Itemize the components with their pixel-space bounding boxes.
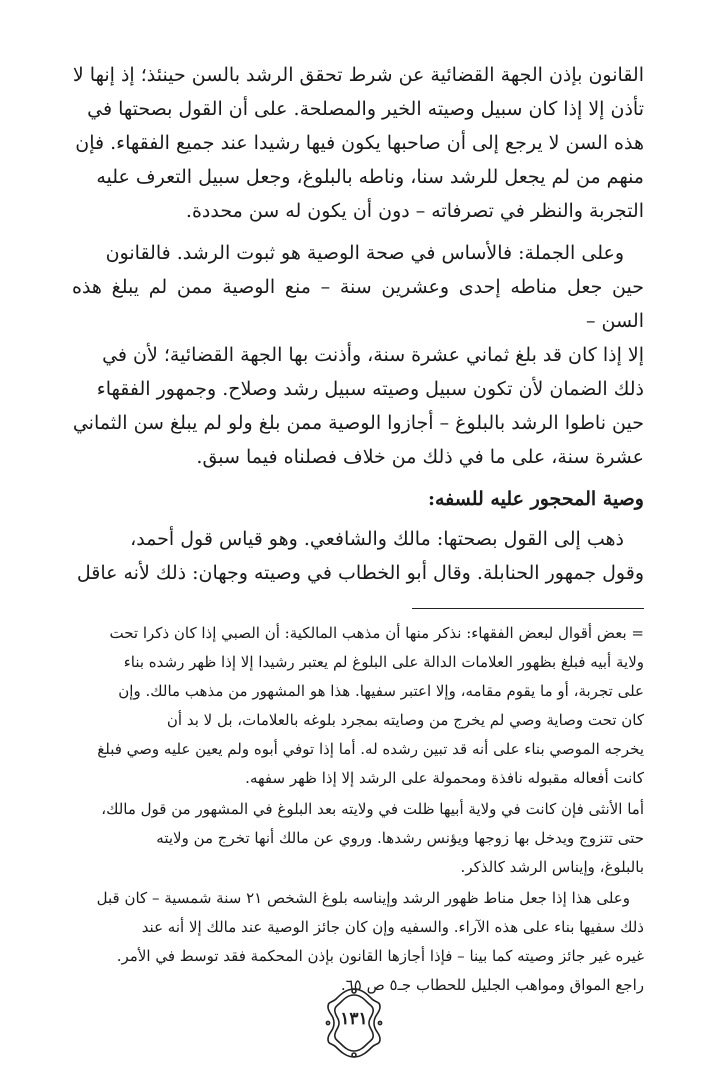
paragraph-1: [72, 58, 644, 228]
page-number-frame: [322, 985, 386, 1061]
footnote-line: ولاية أبيه فبلغ بظهور العلامات الدالة على البلوغ لم يعتبر رشيدا إلا إذا ظهر رشده بناء: [123, 653, 644, 671]
footnote-line: أما الأنثى فإن كانت في ولاية أبيها ظلت في ولايته بعد البلوغ في المشهور من قول مالك،: [101, 800, 644, 818]
text-line: منهم من لم يجعل للرشد سنا، وناطه بالبلوغ، وجعل سبيل التعرف عليه: [96, 166, 644, 188]
footnote-line: = بعض أقوال لبعض الفقهاء: نذكر منها أن مذهب المالكية: أن الصبي إذا كان ذكرا تحت: [109, 624, 644, 642]
footnote-line: حتى تتزوج ويدخل بها زوجها ويؤنس رشدها. وروي عن مالك أنها تخرج من ولايته: [156, 829, 644, 847]
book-page: [72, 58, 644, 1000]
footnote-line: غيره غير جائز وصيته كما بينا – فإذا أجازها القانون بإذن المحكمة فقد توسط في الأمر.: [116, 947, 644, 965]
text-line: ذهب إلى القول بصحتها: مالك والشافعي. وهو قياس قول أحمد،: [130, 528, 624, 550]
main-text: [72, 58, 644, 590]
text-line: وعلى الجملة: فالأساس في صحة الوصية هو ثبوت الرشد. فالقانون: [105, 242, 624, 264]
section-heading: وصية المحجور عليه للسفه:: [427, 488, 644, 510]
footnote-line: على تجربة، أو ما يقوم مقامه، وإلا اعتبر سفيها. هذا هو المشهور من مذهب مالك. وإن: [118, 682, 644, 700]
footnote-block-2: [72, 795, 644, 882]
footnote-block-3: [72, 884, 644, 1000]
text-line: عشرة سنة، على ما في ذلك من خلاف فصلناه فيما سبق.: [196, 446, 644, 468]
text-line: حين جعل مناطه إحدى وعشرين سنة – منع الوصية ممن لم يبلغ هذه السن –: [72, 276, 644, 332]
footnote-line: يخرجه الموصي بناء على أنه قد تبين رشده له. أما إذا توفي أبوه ولم يعين عليه وصي فبلغ: [97, 740, 644, 758]
footnote-divider: [412, 608, 644, 609]
text-line: التجربة والنظر في تصرفاته – دون أن يكون له سن محددة.: [185, 200, 644, 222]
text-line: تأذن إلا إذا كان سبيل وصيته الخير والمصلحة. على أن القول بصحتها في: [87, 98, 644, 120]
footnote-line: وعلى هذا إذا جعل مناط ظهور الرشد وإيناسه بلوغ الشخص ٢١ سنة شمسية – كان قبل: [96, 889, 630, 907]
footnote-line: راجع المواق ومواهب الجليل للحطاب جـ٥ ص ٦٥.: [340, 976, 644, 994]
text-line: ذلك الضمان لأن تكون سبيل وصيته سبيل رشد وصلاح. وجمهور الفقهاء: [96, 378, 644, 400]
footnote-line: بالبلوغ، وإيناس الرشد كالذكر.: [460, 858, 644, 876]
page-number: ١٣١: [340, 1009, 368, 1029]
footnote-line: كان تحت وصاية وصي لم يخرج من وصايته بمجرد بلوغه بالعلامات، بل لا بد أن: [166, 711, 644, 729]
footnote-block-1: [72, 619, 644, 793]
footnote-line: كانت أفعاله مقبوله نافذة ومحمولة على الرشد إلا إذا ظهر سفهه.: [245, 769, 644, 787]
text-line: هذه السن لا يرجع إلى أن صاحبها يكون فيها رشيدا عند جميع الفقهاء. فإن: [75, 132, 644, 154]
footnotes: [72, 619, 644, 1000]
text-line: إلا إذا كان قد بلغ ثماني عشرة سنة، وأذنت بها الجهة القضائية؛ لأن في: [102, 344, 644, 366]
paragraph-2: [72, 236, 644, 474]
text-line: حين ناطوا الرشد بالبلوغ – أجازوا الوصية ممن بلغ ولو لم يبلغ سن الثماني: [72, 412, 644, 434]
footnote-line: ذلك سفيها بناء على هذه الآراء. والسفيه وإن كان جائز الوصية عند مالك إلا أنه عند: [141, 918, 644, 936]
text-line: وقول جمهور الحنابلة. وقال أبو الخطاب في وصيته وجهان: ذلك لأنه عاقل: [76, 562, 644, 584]
text-line: القانون بإذن الجهة القضائية عن شرط تحقق الرشد بالسن حينئذ؛ إذ إنها لا: [72, 64, 644, 86]
footnote-divider-wrap: [72, 590, 644, 619]
paragraph-3: [72, 522, 644, 590]
